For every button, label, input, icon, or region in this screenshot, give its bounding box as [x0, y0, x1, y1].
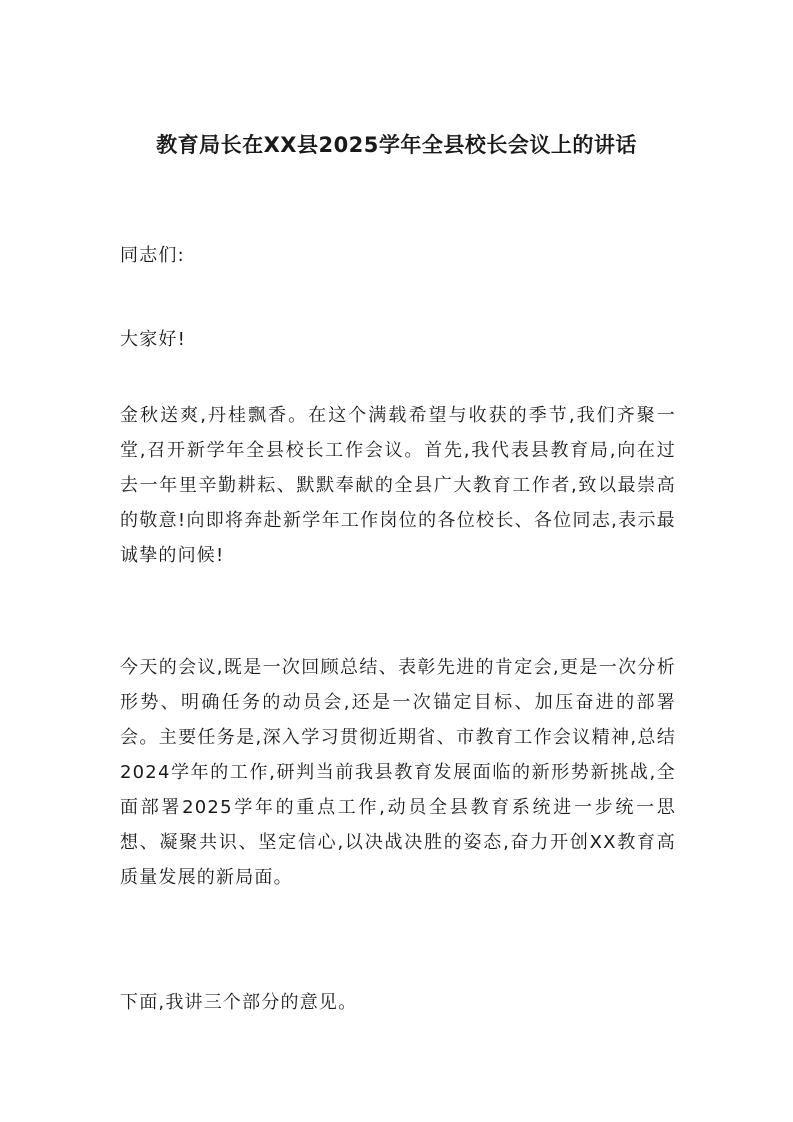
- meeting-purpose-paragraph: 今天的会议,既是一次回顾总结、表彰先进的肯定会,更是一次分析形势、明确任务的动员会,还是一次锚定目标、加压奋进的部署会。主要任务是,深入学习贯彻近期省、市教育工作会议精神,总结2024学年的工作,研判当前我县教育发展面临的新形势新挑战,全面部署2025学年的重点工作,动员全县教育系统进一步统一思想、凝聚共识、坚定信心,以决战决胜的姿态,奋力开创XX教育高质量发展的新局面。: [120, 657, 676, 888]
- speech-outline-paragraph: 下面,我讲三个部分的意见。: [120, 992, 358, 1013]
- document-title: 教育局长在XX县2025学年全县校长会议上的讲话: [156, 133, 637, 157]
- greeting-paragraph: 同志们:: [120, 245, 185, 266]
- hello-paragraph: 大家好!: [120, 329, 187, 350]
- intro-paragraph: 金秋送爽,丹桂飘香。在这个满载希望与收获的季节,我们齐聚一堂,召开新学年全县校长工作会议。首先,我代表县教育局,向在过去一年里辛勤耕耘、默默奉献的全县广大教育工作者,致以最崇高的敬意!向即将奔赴新学年工作岗位的各位校长、各位同志,表示最诚挚的问候!: [120, 405, 676, 566]
